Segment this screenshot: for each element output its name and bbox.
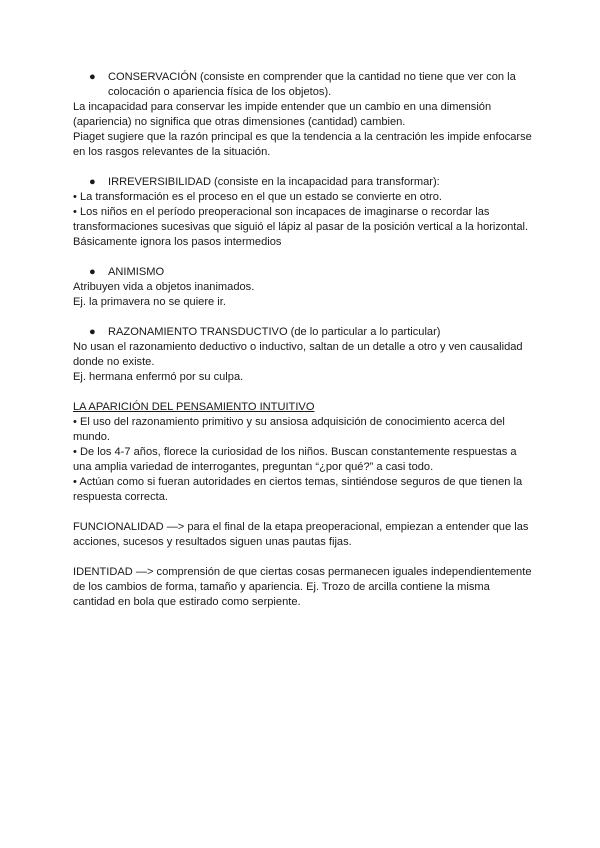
bullet-dot: ● (89, 71, 96, 83)
animismo-heading: ANIMISMO (108, 266, 165, 278)
intuitivo-text-1: • El uso del razonamiento primitivo y su ansiosa adquisición de conocimiento acerca del mundo. (73, 416, 505, 443)
intuitivo-text-2: • De los 4-7 años, florece la curiosidad de los niños. Buscan constantemente respuestas a una amplia variedad de interrogantes, preguntan “¿por qué?” a casi todo. (73, 446, 517, 473)
irreversibilidad-text-2: • Los niños en el período preoperacional son incapaces de imaginarse o recordar las transformaciones sucesivas que siguió el lápiz al pasar de la posición vertical a la horizontal. Básicamente ignora los pasos intermedios (73, 206, 529, 248)
irreversibilidad-heading: IRREVERSIBILIDAD (consiste en la incapacidad para transformar): (108, 176, 440, 188)
razonamiento-text-2: Ej. hermana enfermó por su culpa. (73, 371, 244, 383)
intuitivo-text-3: • Actúan como si fueran autoridades en ciertos temas, sintiéndose seguros de que tienen la respuesta correcta. (73, 476, 523, 503)
funcionalidad-text: FUNCIONALIDAD —> para el final de la etapa preoperacional, empiezan a entender que las acciones, sucesos y resultados siguen unas pautas fijas. (73, 521, 529, 548)
conservacion-text-2: Piaget sugiere que la razón principal es que la tendencia a la centración les impide enfocarse en los rasgos relevantes de la situación. (73, 131, 532, 158)
razonamiento-heading: RAZONAMIENTO TRANSDUCTIVO (de lo particular a lo particular) (108, 326, 441, 338)
bullet-conservacion (73, 70, 533, 100)
intuitivo-heading: LA APARICIÓN DEL PENSAMIENTO INTUITIVO (73, 401, 315, 413)
conservacion-heading: CONSERVACIÓN (consiste en comprender que la cantidad no tiene que ver con la colocación o apariencia física de los objetos). (108, 71, 516, 98)
bullet-dot: ● (89, 266, 96, 278)
animismo-text-2: Ej. la primavera no se quiere ir. (73, 296, 226, 308)
document-page (73, 70, 533, 610)
identidad-text: IDENTIDAD —> comprensión de que ciertas cosas permanecen iguales independientemente de los cambios de forma, tamaño y apariencia. Ej. Trozo de arcilla contiene la misma cantidad en bola que estirado como serpiente. (73, 566, 532, 608)
bullet-dot: ● (89, 326, 96, 338)
bullet-razonamiento (73, 325, 533, 340)
conservacion-text-1: La incapacidad para conservar les impide entender que un cambio en una dimensión (apariencia) no significa que otras dimensiones (cantidad) cambien. (73, 101, 492, 128)
razonamiento-text-1: No usan el razonamiento deductivo o inductivo, saltan de un detalle a otro y ven causalidad donde no existe. (73, 341, 523, 368)
irreversibilidad-text-1: • La transformación es el proceso en el que un estado se convierte en otro. (73, 191, 442, 203)
bullet-animismo (73, 265, 533, 280)
bullet-irreversibilidad (73, 175, 533, 190)
animismo-text-1: Atribuyen vida a objetos inanimados. (73, 281, 255, 293)
bullet-dot: ● (89, 176, 96, 188)
